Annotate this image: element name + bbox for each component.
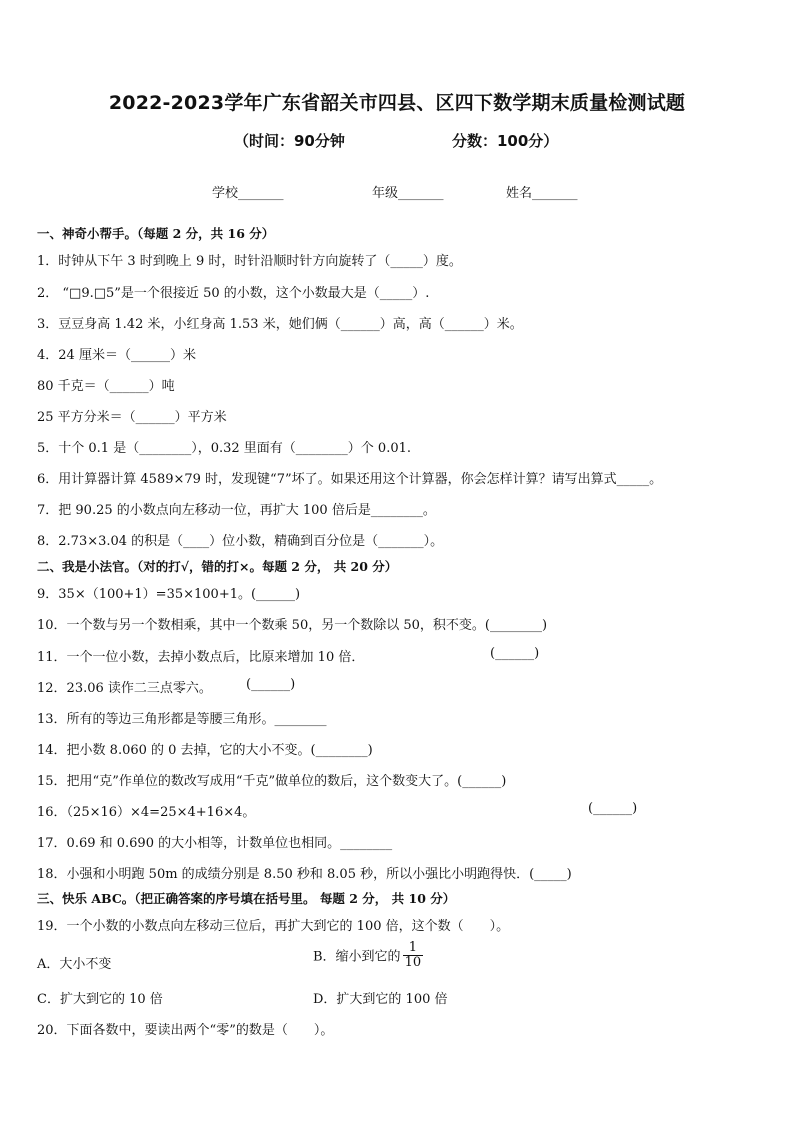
question-19-option-d[interactable]: D．扩大到它的 100 倍 [313, 992, 448, 1007]
question-5: 5．十个 0.1 是（________），0.32 里面有（________）个 0.01. [37, 441, 411, 456]
question-14: 14．把小数 8.060 的 0 去掉，它的大小不变。(________) [37, 743, 373, 758]
question-12-answer-blank[interactable]: (______) [246, 677, 296, 692]
section-3-heading: 三、快乐 ABC。（把正确答案的序号填在括号里。 每题 2 分， 共 10 分） [37, 891, 456, 906]
question-19-option-b[interactable] [313, 941, 423, 969]
fraction-denominator: 10 [404, 954, 422, 970]
option-b-text: B．缩小到它的 [313, 949, 401, 965]
question-11: 11．一个一位小数，去掉小数点后，比原来增加 10 倍． [37, 650, 365, 665]
fraction-one-tenth [403, 941, 424, 969]
question-13: 13．所有的等边三角形都是等腰三角形。________ [37, 712, 327, 727]
section-1-heading: 一、神奇小帮手。（每题 2 分，共 16 分） [37, 226, 275, 241]
question-15: 15．把用“克”作单位的数改写成用“千克”做单位的数后，这个数变大了。(______) [37, 774, 507, 789]
question-4c: 25 平方分米＝（______）平方米 [37, 410, 227, 425]
question-9: 9．35×（100+1）=35×100+1。(______) [37, 587, 301, 602]
fraction-numerator: 1 [403, 941, 424, 956]
question-19: 19．一个小数的小数点向左移动三位后，再扩大到它的 100 倍，这个数（ ）。 [37, 919, 510, 934]
name-field[interactable]: 姓名_______ [506, 186, 578, 201]
question-1: 1．时钟从下午 3 时到晚上 9 时，时针沿顺时针方向旋转了（_____）度。 [37, 254, 462, 269]
question-11-answer-blank[interactable]: (______) [490, 646, 540, 661]
question-16-answer-blank[interactable]: (______) [588, 801, 638, 816]
question-18: 18．小强和小明跑 50m 的成绩分别是 8.50 秒和 8.05 秒，所以小强比小明跑得快．(_____) [37, 867, 572, 882]
question-19-option-a[interactable]: A．大小不变 [37, 957, 112, 972]
question-4a: 4．24 厘米＝（______）米 [37, 348, 196, 363]
question-12: 12．23.06 读作二三点零六。 [37, 681, 212, 696]
question-2: 2． “□9.□5”是一个很接近 50 的小数，这个小数最大是（_____）. [37, 286, 430, 301]
question-10: 10．一个数与另一个数相乘，其中一个数乘 50，另一个数除以 50，积不变。(________) [37, 618, 548, 633]
question-19-option-c[interactable]: C．扩大到它的 10 倍 [37, 992, 163, 1007]
question-6: 6．用计算器计算 4589×79 时，发现键“7”坏了。如果还用这个计算器，你会怎样计算？请写出算式_____。 [37, 472, 663, 487]
school-field[interactable]: 学校_______ [212, 186, 284, 201]
question-4b: 80 千克＝（______）吨 [37, 379, 175, 394]
page-title: 2022-2023学年广东省韶关市四县、区四下数学期末质量检测试题 [108, 92, 686, 114]
question-20: 20．下面各数中，要读出两个“零”的数是（ ）。 [37, 1023, 334, 1038]
exam-time: （时间：90分钟 [234, 132, 345, 150]
question-16: 16．（25×16）×4=25×4+16×4。 [37, 805, 256, 820]
section-2-heading: 二、我是小法官。（对的打√，错的打×。每题 2 分， 共 20 分） [37, 559, 398, 574]
question-7: 7．把 90.25 的小数点向左移动一位，再扩大 100 倍后是________。 [37, 503, 436, 518]
exam-score: 分数：100分） [452, 132, 559, 150]
question-3: 3．豆豆身高 1.42 米，小红身高 1.53 米，她们俩（______）高，高（______）米。 [37, 317, 523, 332]
question-8: 8．2.73×3.04 的积是（____）位小数，精确到百分位是（_______）。 [37, 534, 444, 549]
question-17: 17．0.69 和 0.690 的大小相等，计数单位也相同。________ [37, 836, 393, 851]
grade-field[interactable]: 年级_______ [372, 186, 444, 201]
